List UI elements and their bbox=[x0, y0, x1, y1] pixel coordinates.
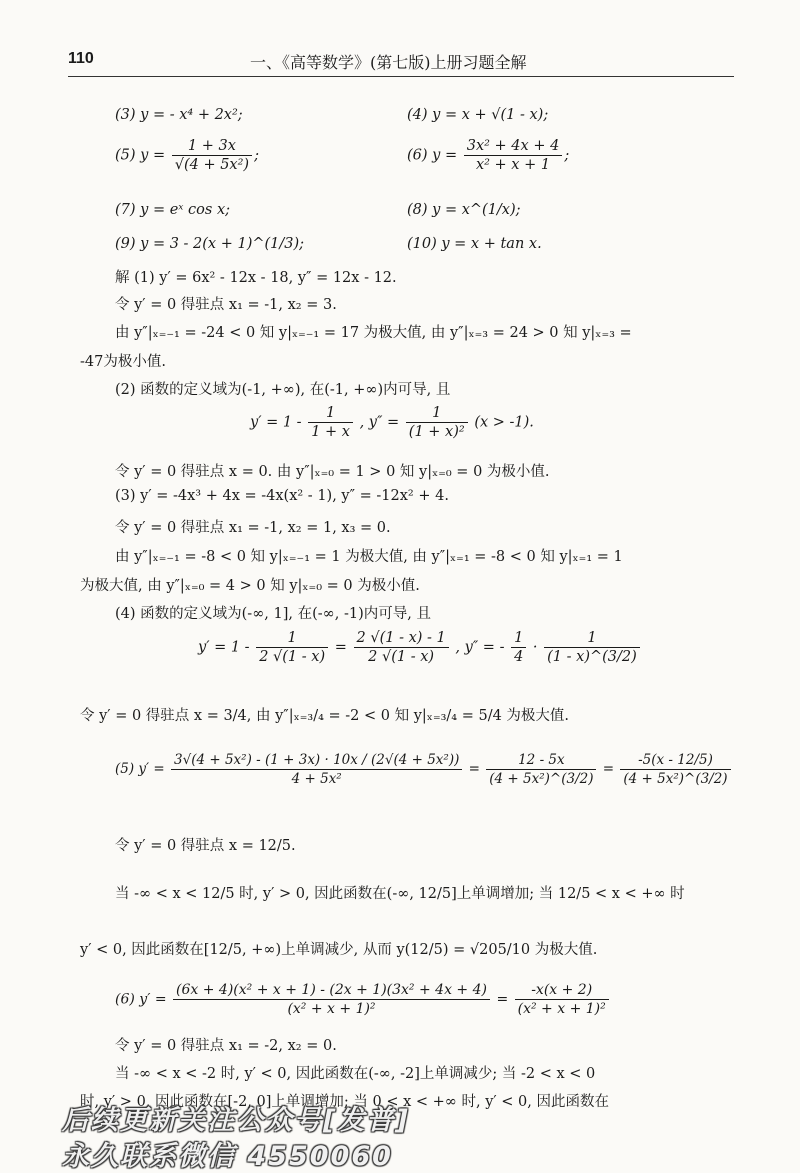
solution-line: (4) 函数的定义域为(-∞, 1], 在(-∞, -1)内可导, 且 bbox=[115, 606, 431, 622]
numerator: 3x² + 4x + 4 bbox=[464, 138, 563, 156]
equation-part: , y″ = bbox=[359, 414, 400, 431]
equation-2 bbox=[250, 405, 534, 440]
fraction bbox=[173, 982, 490, 1017]
denominator: (1 + x)² bbox=[408, 424, 465, 440]
problem-7: (7) y = eˣ cos x; bbox=[115, 202, 231, 218]
fraction bbox=[511, 630, 526, 665]
fraction bbox=[171, 752, 462, 787]
equation-6 bbox=[115, 982, 611, 1017]
numerator: 1 bbox=[308, 405, 353, 423]
page-number: 110 bbox=[68, 50, 94, 67]
fraction bbox=[620, 752, 730, 787]
solution-line: 令 y′ = 0 得驻点 x₁ = -1, x₂ = 1, x₃ = 0. bbox=[115, 520, 391, 536]
denominator: 4 + 5x² bbox=[291, 771, 342, 787]
problem-10: (10) y = x + tan x. bbox=[407, 236, 542, 252]
numerator: 1 bbox=[544, 630, 640, 648]
problem-5-fraction bbox=[172, 138, 252, 173]
numerator: -5(x - 12/5) bbox=[620, 752, 730, 770]
solution-line: (3) y′ = -4x³ + 4x = -4x(x² - 1), y″ = -12x² + 4. bbox=[115, 488, 449, 504]
solution-line: 由 y″|ₓ₌₋₁ = -8 < 0 知 y|ₓ₌₋₁ = 1 为极大值, 由 y″|ₓ₌₁ = -8 < 0 知 y|ₓ₌₁ = 1 bbox=[115, 549, 623, 565]
problem-3: (3) y = - x⁴ + 2x²; bbox=[115, 107, 243, 123]
solution-line: 令 y′ = 0 得驻点 x₁ = -2, x₂ = 0. bbox=[115, 1038, 337, 1054]
solution-line: 为极大值, 由 y″|ₓ₌₀ = 4 > 0 知 y|ₓ₌₀ = 0 为极小值. bbox=[80, 578, 420, 594]
denominator: x² + x + 1 bbox=[475, 157, 551, 173]
fraction bbox=[308, 405, 353, 440]
fraction bbox=[256, 630, 328, 665]
numerator: 3√(4 + 5x²) - (1 + 3x) · 10x / (2√(4 + 5x²)) bbox=[171, 752, 462, 770]
problem-6: (6) y = $\frac{\text{3x² + 4x + 4}}{\text{x² + x + 1}}$ ; bbox=[407, 138, 570, 173]
problem-6-lhs: (6) y = bbox=[407, 147, 458, 164]
solution-line: -47为极小值. bbox=[80, 354, 166, 370]
fraction bbox=[515, 982, 609, 1017]
numerator: 1 bbox=[256, 630, 328, 648]
denominator: (x² + x + 1)² bbox=[287, 1001, 376, 1017]
problem-5: (5) y = $\frac{1 + 3x}{\text{√(4 + 5x²)}}$ ; bbox=[115, 138, 259, 173]
solution-line: 令 y′ = 0 得驻点 x = 3/4, 由 y″|ₓ₌₃/₄ = -2 < 0 知 y|ₓ₌₃/₄ = 5/4 为极大值. bbox=[80, 708, 570, 724]
solution-line: 当 -∞ < x < 12/5 时, y′ > 0, 因此函数在(-∞, 12/5]上单调增加; 当 12/5 < x < +∞ 时 bbox=[115, 886, 685, 902]
watermark-line-2: 永久联系微信 4550060 bbox=[62, 1141, 393, 1172]
solution-line: 令 y′ = 0 得驻点 x₁ = -1, x₂ = 3. bbox=[115, 297, 337, 313]
solution-line: (2) 函数的定义域为(-1, +∞), 在(-1, +∞)内可导, 且 bbox=[115, 382, 451, 398]
running-title: 一、《高等数学》(第七版)上册习题全解 bbox=[250, 53, 527, 72]
equation-part: · bbox=[532, 639, 538, 656]
denominator: 2 √(1 - x) bbox=[259, 649, 326, 665]
denominator: √(4 + 5x²) bbox=[174, 157, 250, 173]
fraction bbox=[354, 630, 449, 665]
header-rule bbox=[68, 76, 734, 77]
solution-line: 令 y′ = 0 得驻点 x = 0. 由 y″|ₓ₌₀ = 1 > 0 知 y|ₓ₌₀ = 0 为极小值. bbox=[115, 464, 550, 480]
equation-part: = bbox=[496, 991, 509, 1008]
equation-part: (6) y′ = bbox=[115, 991, 167, 1008]
denominator: (4 + 5x²)^(3/2) bbox=[489, 771, 594, 787]
numerator: (6x + 4)(x² + x + 1) - (2x + 1)(3x² + 4x + 4) bbox=[173, 982, 490, 1000]
equation-part: , y″ = - bbox=[455, 639, 505, 656]
denominator: 1 + x bbox=[311, 424, 350, 440]
fraction bbox=[406, 405, 468, 440]
solution-line: y′ < 0, 因此函数在[12/5, +∞)上单调减少, 从而 y(12/5) = √205/10 为极大值. bbox=[80, 942, 598, 958]
problem-8: (8) y = x^(1/x); bbox=[407, 202, 521, 218]
solution-line: 由 y″|ₓ₌₋₁ = -24 < 0 知 y|ₓ₌₋₁ = 17 为极大值, 由 y″|ₓ₌₃ = 24 > 0 知 y|ₓ₌₃ = bbox=[115, 325, 632, 341]
numerator: 1 + 3x bbox=[172, 138, 252, 156]
equation-4 bbox=[198, 630, 642, 665]
equation-part: = bbox=[602, 761, 615, 777]
numerator: 12 - 5x bbox=[486, 752, 596, 770]
equation-5 bbox=[115, 752, 733, 787]
solution-line: 解 (1) y′ = 6x² - 12x - 18, y″ = 12x - 12. bbox=[115, 270, 397, 286]
denominator: (4 + 5x²)^(3/2) bbox=[623, 771, 728, 787]
numerator: -x(x + 2) bbox=[515, 982, 609, 1000]
solution-line: 时, y′ > 0, 因此函数在[-2, 0]上单调增加; 当 0 < x < +∞ 时, y′ < 0, 因此函数在 bbox=[80, 1094, 609, 1110]
denominator: (x² + x + 1)² bbox=[517, 1001, 606, 1017]
watermark-line-1: 后续更新关注公众号[发普] bbox=[62, 1105, 410, 1136]
problem-5-lhs: (5) y = bbox=[115, 147, 166, 164]
denominator: (1 - x)^(3/2) bbox=[547, 649, 637, 665]
numerator: 2 √(1 - x) - 1 bbox=[354, 630, 449, 648]
equation-part: y′ = 1 - bbox=[250, 414, 302, 431]
numerator: 1 bbox=[406, 405, 468, 423]
equation-part: (5) y′ = bbox=[115, 761, 165, 777]
fraction bbox=[544, 630, 640, 665]
equation-part: = bbox=[334, 639, 347, 656]
solution-line: 当 -∞ < x < -2 时, y′ < 0, 因此函数在(-∞, -2]上单调减少; 当 -2 < x < 0 bbox=[115, 1066, 596, 1082]
denominator: 4 bbox=[514, 649, 524, 665]
problem-6-fraction bbox=[464, 138, 563, 173]
solution-line: 令 y′ = 0 得驻点 x = 12/5. bbox=[115, 838, 296, 854]
numerator: 1 bbox=[511, 630, 526, 648]
equation-part: (x > -1). bbox=[474, 414, 534, 431]
problem-4: (4) y = x + √(1 - x); bbox=[407, 107, 549, 123]
equation-part: y′ = 1 - bbox=[198, 639, 250, 656]
fraction bbox=[486, 752, 596, 787]
equation-part: = bbox=[468, 761, 480, 777]
denominator: 2 √(1 - x) bbox=[368, 649, 435, 665]
problem-9: (9) y = 3 - 2(x + 1)^(1/3); bbox=[115, 236, 305, 252]
